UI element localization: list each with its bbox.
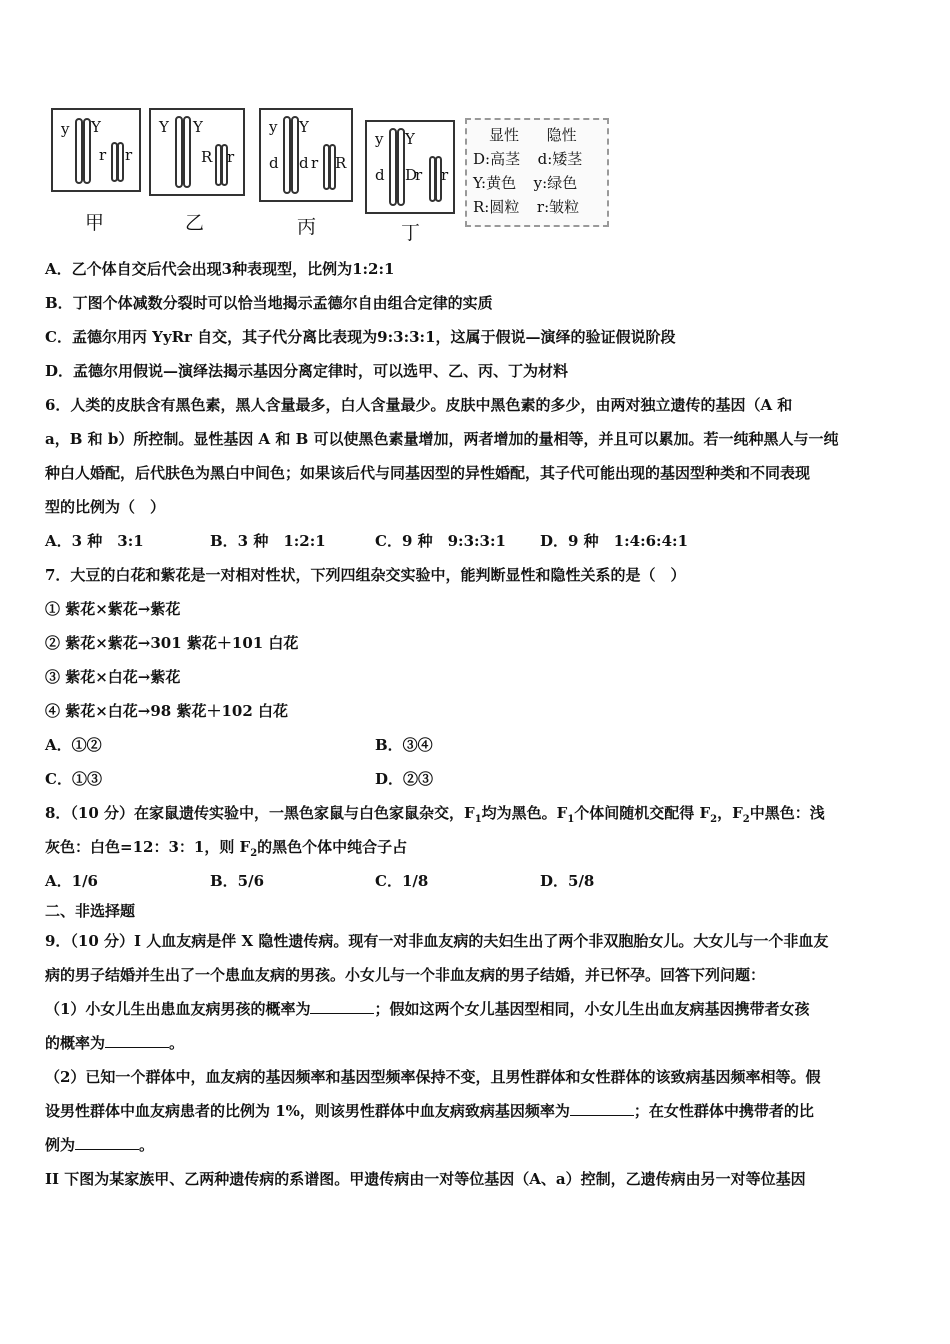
chromosome [175,116,183,188]
allele-legend [465,118,609,227]
q7-options-row2 [45,762,910,796]
q7-option-b: B．③④ [375,736,433,754]
question-body [45,252,910,1196]
q7-item: ② 紫花×紫花→301 紫花＋101 白花 [45,634,299,652]
subscript: 1 [567,814,575,825]
q6-option-d: D．9 种 1:4:6:4:1 [540,532,689,550]
subscript: 2 [250,848,258,859]
allele-label: r [227,148,235,166]
allele-label: r [311,154,319,172]
cell-ding [365,120,455,214]
allele-label: Y [159,118,169,136]
q8-text: 均为黑色。F [481,804,568,822]
answer-blank[interactable] [75,1135,139,1150]
q9-text: ；在女性群体中携带者的比 [633,1102,814,1120]
q6-option-b: B．3 种 1:2:1 [210,532,326,550]
q9-text: 。 [139,1136,155,1154]
allele-label: Y [91,118,101,136]
q8-text: 灰色：白色=12：3：1，则 F [45,838,251,856]
allele-label: r [415,166,423,184]
answer-blank[interactable] [310,999,374,1014]
q9-part1-line1 [45,992,910,1026]
section-heading: 二、非选择题 [45,902,136,920]
q7-options-row1 [45,728,910,762]
legend-row [473,148,582,170]
caption-bing: 丙 [297,216,317,238]
q9-text: 例为 [45,1136,76,1154]
allele-label: y [61,120,70,138]
q8-stem-line1 [45,796,910,830]
q9-text: （1）小女儿生出患血友病男孩的概率为 [45,1000,311,1018]
q8-options [45,864,910,898]
q9-text: 设男性群体中血友病患者的比例为 1%，则该男性群体中血友病致病基因频率为 [45,1102,570,1120]
q7-stem: 7．大豆的白花和紫花是一对相对性状，下列四组杂交实验中，能判断显性和隐性关系的是（ ） [45,566,686,584]
legend-row [473,172,577,194]
allele-label: D [405,166,418,184]
cell-yi [149,108,245,196]
q6-option-a: A．3 种 3:1 [45,532,144,550]
caption-ding: 丁 [401,222,421,244]
chromosome [291,116,299,194]
legend-cell: Y:黄色 [473,174,517,192]
answer-blank[interactable] [570,1101,634,1116]
q6-options [45,524,910,558]
allele-label: d [269,154,279,172]
q8-text: 的黑色个体中纯合子占 [257,838,408,856]
legend-cell: r:皱粒 [536,198,580,216]
allele-label: d [299,154,309,172]
q8-option-d: D．5/8 [540,872,595,890]
q7-option-c: C．①③ [45,770,102,788]
legend-header [489,124,577,146]
allele-label: Y [193,118,203,136]
cell-bing [259,108,353,202]
chromosome [183,116,191,188]
legend-cell: D:高茎 [473,150,521,168]
chromosome-figure [45,100,610,244]
chromosome [117,142,124,182]
allele-label: d [375,166,385,184]
q5-option-d: D．孟德尔用假说—演绎法揭示基因分离定律时，可以选甲、乙、丙、丁为材料 [45,362,569,380]
q8-text: 个体间随机交配得 F [574,804,711,822]
q8-stem-line2 [45,830,910,864]
subscript: 2 [742,814,750,825]
q8-option-a: A．1/6 [45,872,98,890]
q8-text: 中黑色：浅 [749,804,825,822]
q9-part2-line2 [45,1094,910,1128]
q9-part2-line1: （2）已知一个群体中，血友病的基因频率和基因型频率保持不变，且男性群体和女性群体的该致病基因频率相等。假 [45,1068,821,1086]
chromosome [75,118,83,184]
q5-option-c: C．孟德尔用丙 YyRr 自交，其子代分离比表现为9:3:3:1，这属于假说—演绎的验证假说阶段 [45,328,676,346]
legend-cell: y:绿色 [533,174,578,192]
q5-option-b: B．丁图个体减数分裂时可以恰当地揭示孟德尔自由组合定律的实质 [45,294,493,312]
q6-stem-line: 型的比例为（ ） [45,498,166,516]
q9-part1-line2 [45,1026,910,1060]
q9-stem-line: 9．（10 分）I 人血友病是伴 X 隐性遗传病。现有一对非血友病的夫妇生出了两个非双胞胎女儿。大女儿与一个非血友 [45,932,829,950]
q9-stem-line: 病的男子结婚并生出了一个患血友病的男孩。小女儿与一个非血友病的男子结婚，并已怀孕。回答下列问题： [45,966,766,984]
allele-label: r [99,146,107,164]
allele-label: Y [299,118,309,136]
q6-stem-line: 6．人类的皮肤含有黑色素，黑人含量最多，白人含量最少。皮肤中黑色素的多少，由两对独立遗传的基因（A 和 [45,396,793,414]
q6-stem-line: 种白人婚配，后代肤色为黑白中间色；如果该后代与同基因型的异性婚配，其子代可能出现的基因型种类和不同表现 [45,464,811,482]
q5-option-a: A．乙个体自交后代会出现3种表现型，比例为1:2:1 [45,260,395,278]
q9-text: 。 [169,1034,185,1052]
caption-jia: 甲 [85,212,105,234]
allele-label: R [335,154,347,172]
q8-option-b: B．5/6 [210,872,265,890]
allele-label: r [441,166,449,184]
q7-option-a: A．①② [45,736,102,754]
subscript: 1 [474,814,482,825]
q8-text: ，F [717,804,743,822]
allele-label: y [269,118,278,136]
legend-cell: R:圆粒 [473,198,520,216]
q9-text: ；假如这两个女儿基因型相同，小女儿生出血友病基因携带者女孩 [374,1000,810,1018]
q6-stem-line: a，B 和 b）所控制。显性基因 A 和 B 可以使黑色素量增加，两者增加的量相等，并且可以累加。若一纯种黑人与一纯 [45,430,839,448]
q7-item: ③ 紫花×白花→紫花 [45,668,181,686]
allele-label: R [201,148,213,166]
allele-label: Y [405,130,415,148]
cell-jia [51,108,141,192]
q9-part-ii: II 下图为某家族甲、乙两种遗传病的系谱图。甲遗传病由一对等位基因（A、a）控制，乙遗传病由另一对等位基因 [45,1170,806,1188]
q9-text: 的概率为 [45,1034,106,1052]
legend-row [473,196,579,218]
legend-cell: d:矮茎 [537,150,583,168]
allele-label: y [375,130,384,148]
allele-label: r [125,146,133,164]
q7-item: ① 紫花×紫花→紫花 [45,600,181,618]
q7-option-d: D．②③ [375,770,434,788]
q6-option-c: C．9 种 9:3:3:1 [375,532,506,550]
q8-option-c: C．1/8 [375,872,429,890]
legend-recessive-header: 隐性 [546,126,577,144]
q8-text: 8．（10 分）在家鼠遗传实验中，一黑色家鼠与白色家鼠杂交，F [45,804,475,822]
chromosome [397,128,405,206]
q9-part2-line3 [45,1128,910,1162]
q7-item: ④ 紫花×白花→98 紫花＋102 白花 [45,702,288,720]
chromosome [389,128,397,206]
chromosome [283,116,291,194]
chromosome [83,118,91,184]
legend-dominant-header: 显性 [489,126,520,144]
subscript: 2 [710,814,718,825]
caption-yi: 乙 [185,212,205,234]
answer-blank[interactable] [105,1033,169,1048]
